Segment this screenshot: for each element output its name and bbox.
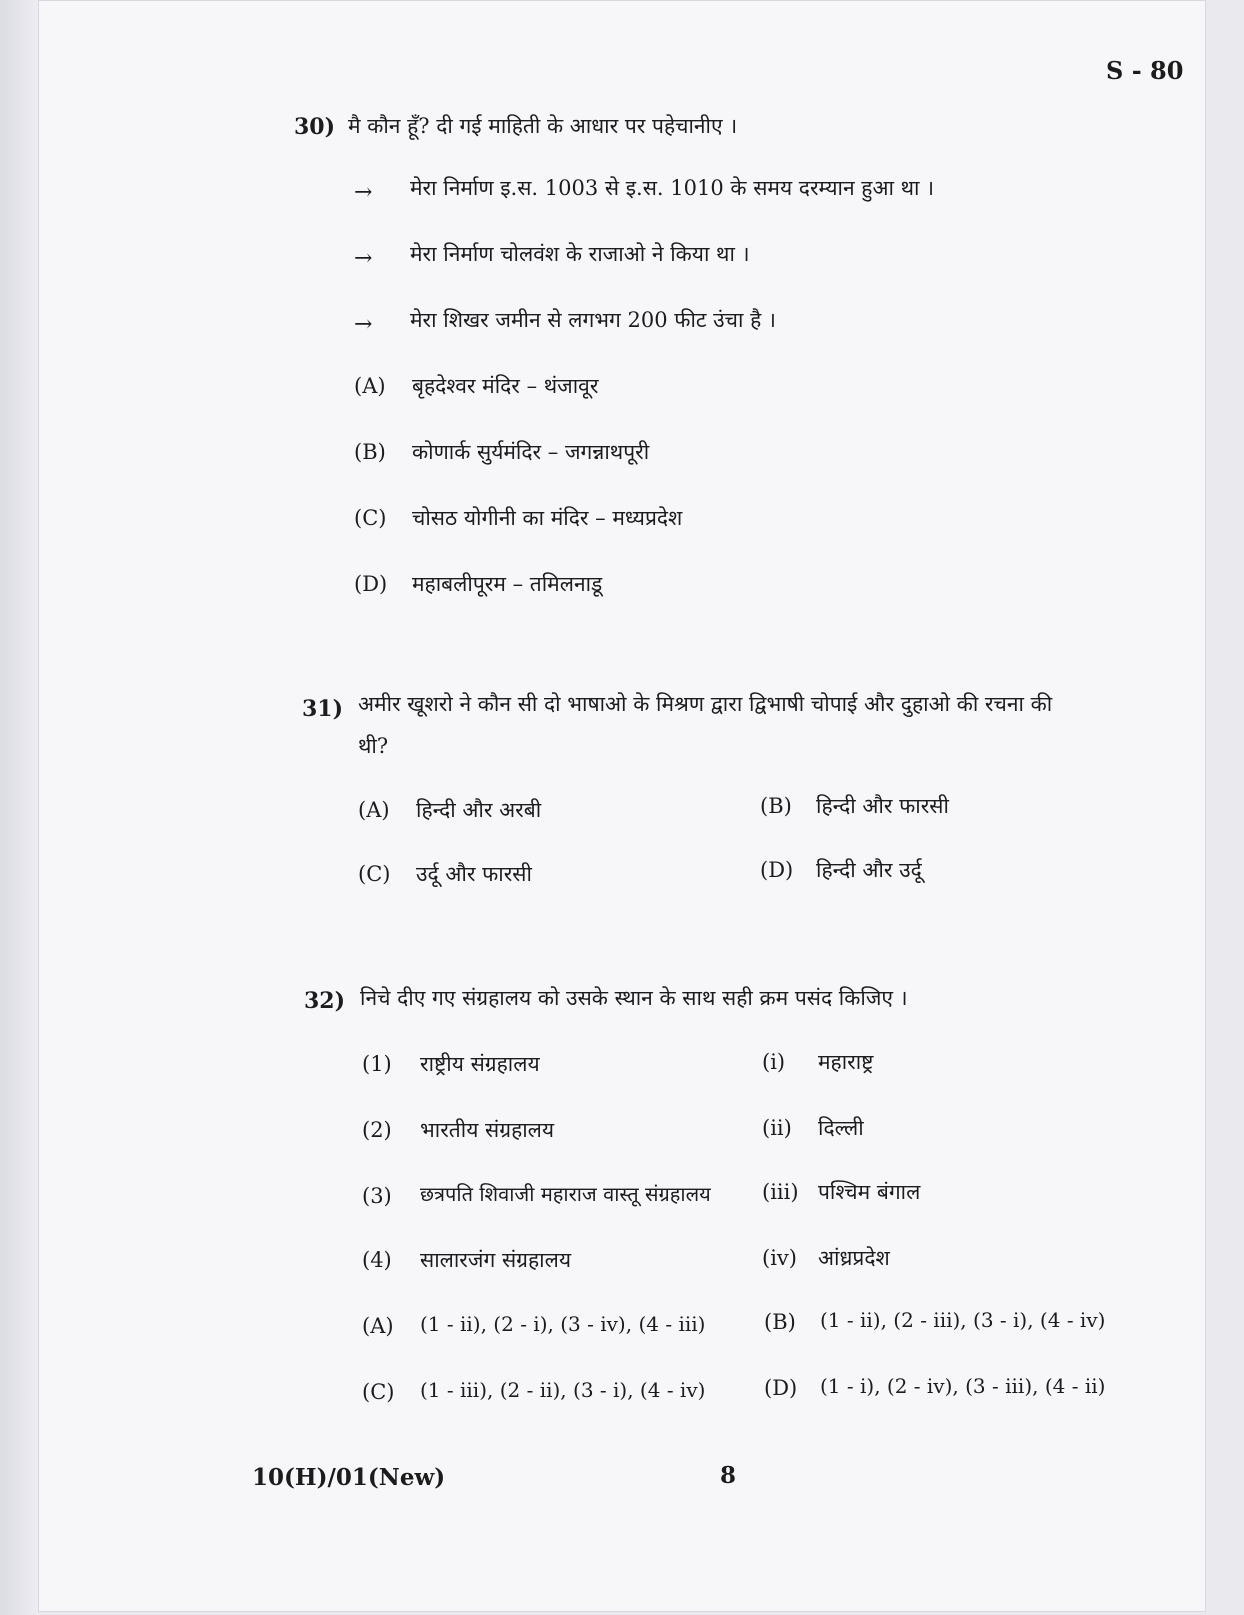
question-31-text-continued: थी? bbox=[358, 734, 389, 758]
question-31-text: अमीर खूशरो ने कौन सी दो भाषाओ के मिश्रण द्वारा द्विभाषी चोपाई और दुहाओ की रचना की bbox=[358, 692, 1053, 716]
option-label: (B) bbox=[760, 794, 792, 818]
option-label: (D) bbox=[354, 572, 388, 596]
question-32-number: 32) bbox=[304, 988, 346, 1014]
match-right-text: महाराष्ट्र bbox=[818, 1050, 874, 1074]
match-right-label: (i) bbox=[762, 1050, 786, 1074]
question-30-text: मै कौन हूँ? दी गई माहिती के आधार पर पहेचानीए । bbox=[348, 114, 738, 138]
match-right-text: दिल्ली bbox=[818, 1116, 864, 1140]
option-label: (C) bbox=[362, 1380, 395, 1404]
question-31-number: 31) bbox=[302, 696, 344, 722]
option-label: (A) bbox=[358, 798, 390, 822]
question-30-clue: मेरा शिखर जमीन से लगभग 200 फीट उंचा है । bbox=[410, 308, 776, 332]
option-text: बृहदेश्वर मंदिर – थंजावूर bbox=[412, 374, 599, 398]
page-edge bbox=[0, 0, 38, 1615]
question-30-clue: मेरा निर्माण इ.स. 1003 से इ.स. 1010 के समय दरम्यान हुआ था । bbox=[410, 176, 935, 200]
option-text: कोणार्क सुर्यमंदिर – जगन्नाथपूरी bbox=[412, 440, 650, 464]
option-label: (A) bbox=[362, 1314, 394, 1338]
option-text: (1 - ii), (2 - iii), (3 - i), (4 - iv) bbox=[820, 1308, 1106, 1332]
arrow-icon: → bbox=[354, 246, 373, 271]
option-label: (C) bbox=[354, 506, 387, 530]
match-left-label: (1) bbox=[362, 1052, 392, 1076]
page-number: 8 bbox=[720, 1462, 737, 1489]
question-30-number: 30) bbox=[294, 114, 336, 140]
match-left-text: भारतीय संग्रहालय bbox=[420, 1118, 555, 1142]
option-text: महाबलीपूरम – तमिलनाडू bbox=[412, 572, 603, 596]
match-right-label: (iv) bbox=[762, 1246, 797, 1270]
option-label: (B) bbox=[764, 1310, 796, 1334]
option-text: हिन्दी और उर्दू bbox=[816, 858, 922, 882]
arrow-icon: → bbox=[354, 180, 373, 205]
match-right-label: (iii) bbox=[762, 1180, 799, 1204]
match-right-label: (ii) bbox=[762, 1116, 792, 1140]
match-left-label: (3) bbox=[362, 1184, 392, 1208]
match-left-label: (4) bbox=[362, 1248, 392, 1272]
option-text: चोसठ योगीनी का मंदिर – मध्यप्रदेश bbox=[412, 506, 683, 530]
option-text: (1 - iii), (2 - ii), (3 - i), (4 - iv) bbox=[420, 1378, 706, 1402]
arrow-icon: → bbox=[354, 312, 373, 337]
match-left-text: छत्रपति शिवाजी महाराज वास्तू संग्रहालय bbox=[420, 1182, 711, 1206]
match-right-text: पश्चिम बंगाल bbox=[818, 1180, 921, 1204]
paper-code: S - 80 bbox=[1106, 56, 1184, 85]
option-text: हिन्दी और अरबी bbox=[416, 798, 542, 822]
match-left-label: (2) bbox=[362, 1118, 392, 1142]
question-32-text: निचे दीए गए संग्रहालय को उसके स्थान के साथ सही क्रम पसंद किजिए । bbox=[360, 986, 908, 1010]
match-left-text: राष्ट्रीय संग्रहालय bbox=[420, 1052, 540, 1076]
option-text: (1 - i), (2 - iv), (3 - iii), (4 - ii) bbox=[820, 1374, 1106, 1398]
option-label: (A) bbox=[354, 374, 386, 398]
option-label: (D) bbox=[760, 858, 794, 882]
match-left-text: सालारजंग संग्रहालय bbox=[420, 1248, 572, 1272]
match-right-text: आंध्रप्रदेश bbox=[818, 1246, 890, 1270]
option-label: (D) bbox=[764, 1376, 798, 1400]
footer-paper-code: 10(H)/01(New) bbox=[252, 1464, 446, 1491]
option-label: (B) bbox=[354, 440, 386, 464]
option-label: (C) bbox=[358, 862, 391, 886]
option-text: हिन्दी और फारसी bbox=[816, 794, 949, 818]
option-text: उर्दू और फारसी bbox=[416, 862, 532, 886]
option-text: (1 - ii), (2 - i), (3 - iv), (4 - iii) bbox=[420, 1312, 706, 1336]
question-30-clue: मेरा निर्माण चोलवंश के राजाओ ने किया था । bbox=[410, 242, 750, 266]
